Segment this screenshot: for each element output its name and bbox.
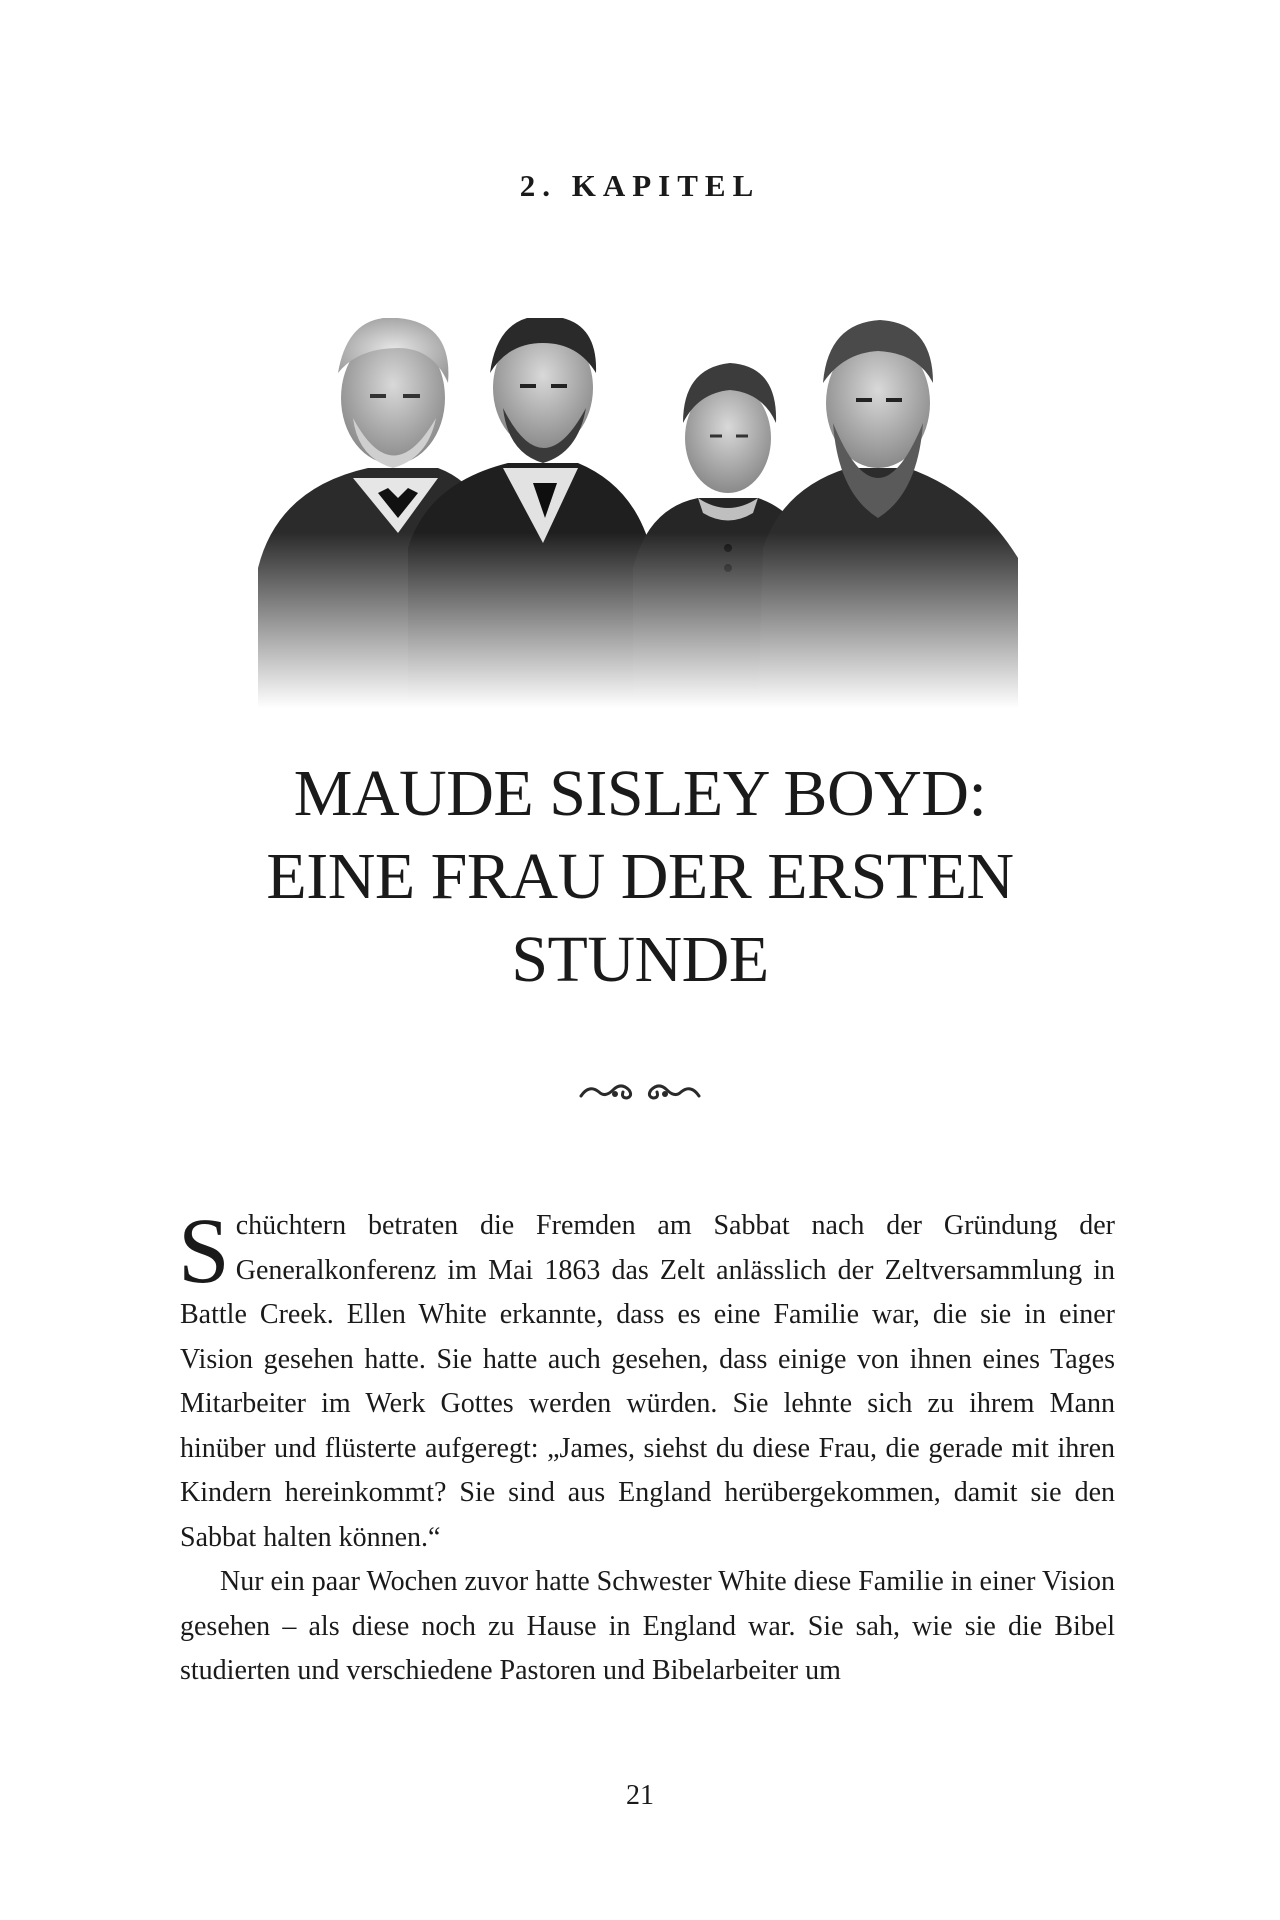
chapter-title-line-3: STUNDE bbox=[511, 923, 769, 996]
chapter-title bbox=[0, 752, 1280, 1001]
chapter-title-line-1: MAUDE SISLEY BOYD: bbox=[293, 757, 987, 830]
chapter-title-line-2: EINE FRAU DER ERSTEN bbox=[266, 840, 1014, 913]
chapter-body-text bbox=[178, 1200, 1115, 1694]
paragraph-2: Nur ein paar Wochen zuvor hatte Schwester White diese Familie in einer Vision gesehen – als diese noch zu Hause in England war. Sie sah, wie sie die Bibel studierten und verschiedene Pastoren und Bibelarbeiter um bbox=[180, 1566, 1115, 1686]
paragraph-1 bbox=[178, 1200, 1115, 1560]
paragraph-1-text: chüchtern betraten die Fremden am Sabbat nach der Gründung der Generalkonferenz im Mai 1863 das Zelt anlässlich der Zeltversammlung in Battle Creek. Ellen White erkannte, dass es eine Familie war, die sie in einer Vision gesehen hatte. Sie hatte auch gesehen, dass einige von ihnen eines Tages Mitarbeiter im Werk Gottes werden würden. Sie lehnte sich zu ihrem Mann hinüber und flüsterte aufgeregt: „James, siehst du diese Frau, die gerade mit ihren Kindern hereinkommt? Sie sind aus England herübergekommen, damit sie den Sabbat halten können.“ bbox=[180, 1210, 1115, 1553]
group-portrait-image bbox=[258, 318, 1018, 708]
drop-cap-letter: S bbox=[178, 1200, 230, 1303]
flourish-divider-icon bbox=[575, 1076, 705, 1110]
historical-group-portrait-icon bbox=[258, 318, 1018, 708]
chapter-label: 2. KAPITEL bbox=[519, 168, 761, 203]
page-number: 21 bbox=[626, 1780, 654, 1811]
